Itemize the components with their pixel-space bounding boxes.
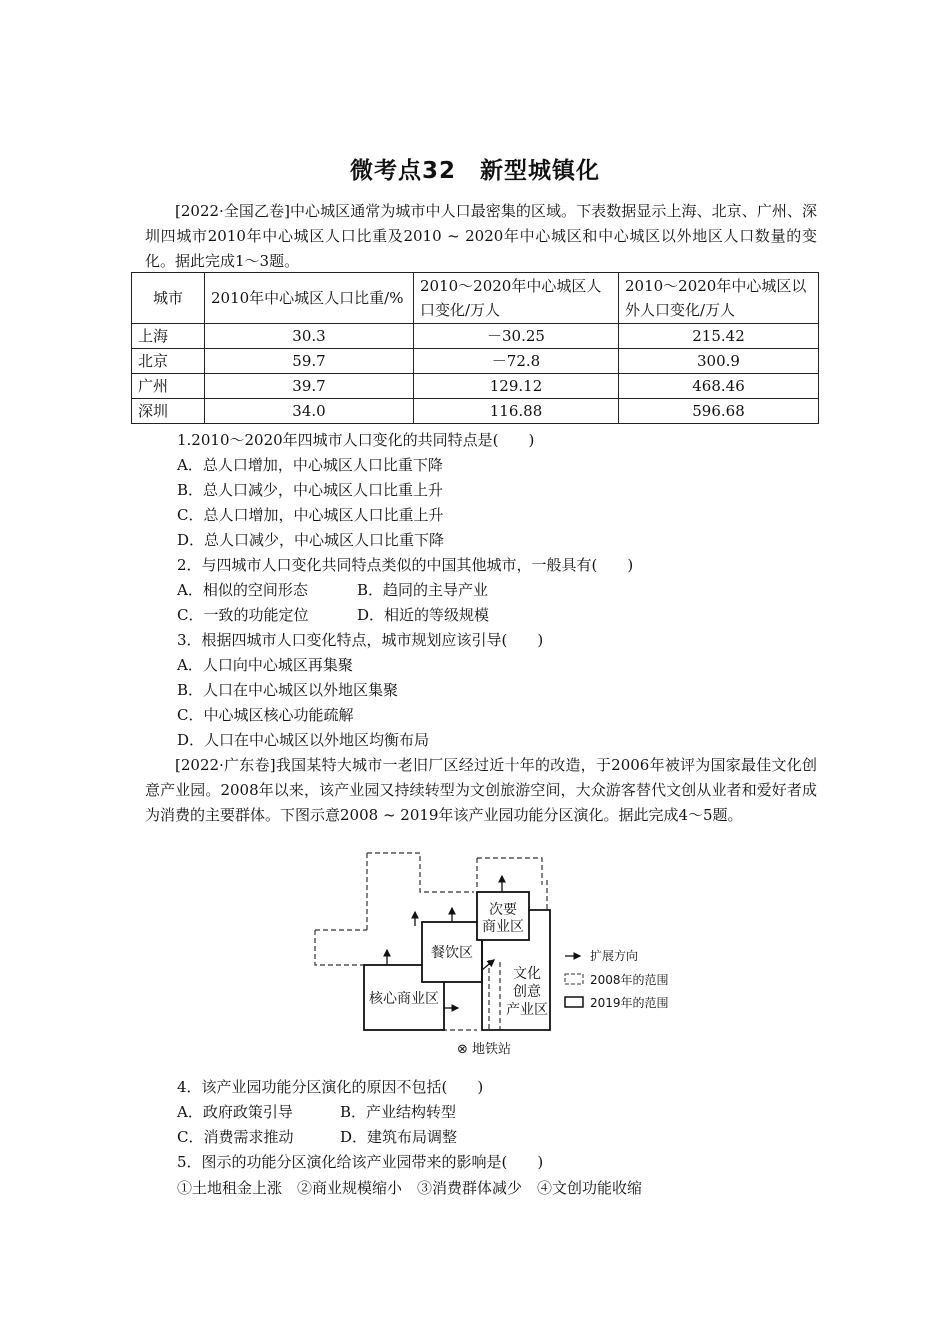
question-1-option-d: D．总人口减少，中心城区人口比重下降 (177, 531, 445, 549)
question-3-option-d: D．人口在中心城区以外地区均衡布局 (177, 731, 430, 749)
table-row (132, 374, 819, 399)
question-3-option-a: A．人口向中心城区再集聚 (177, 656, 353, 674)
zone-label-secondary: 商业区 (482, 919, 524, 935)
question-1-option-c: C．总人口增加，中心城区人口比重上升 (177, 506, 444, 524)
table-row (132, 324, 819, 349)
table-header-row (132, 273, 819, 324)
zone-label-dining: 餐饮区 (431, 945, 473, 961)
table-row (132, 349, 819, 374)
table-cell: 59.7 (205, 349, 414, 374)
table-cell: 北京 (132, 349, 205, 374)
zone-label-culture: 创意 (513, 984, 541, 1000)
question-1-option-b: B．总人口减少，中心城区人口比重上升 (177, 481, 444, 499)
table-cell: 129.12 (414, 374, 619, 399)
question-3-option-c: C．中心城区核心功能疏解 (177, 706, 354, 724)
question-2-option-b: B．趋同的主导产业 (357, 581, 489, 599)
table-cell: －72.8 (414, 349, 619, 374)
question-3-option-b: B．人口在中心城区以外地区集聚 (177, 681, 399, 699)
question-2-option-a: A．相似的空间形态 (177, 581, 308, 599)
table-cell: －30.25 (414, 324, 619, 349)
zone-label-secondary: 次要 (489, 902, 517, 918)
zone-label-culture: 文化 (513, 966, 541, 982)
table-cell: 上海 (132, 324, 205, 349)
question-2-options-ab (177, 578, 488, 603)
table-cell: 300.9 (619, 349, 819, 374)
table-row (132, 399, 819, 424)
question-1-option-a: A．总人口增加，中心城区人口比重下降 (177, 456, 443, 474)
table-cell: 深圳 (132, 399, 205, 424)
table-cell: 596.68 (619, 399, 819, 424)
table-cell: 30.3 (205, 324, 414, 349)
intro-paragraph-1: [2022·全国乙卷]中心城区通常为城市中人口最密集的区域。下表数据显示上海、北京、广州、深圳四城市2010年中心城区人口比重及2010 ~ 2020年中心城区和中心城区以外地区人口数量的变化。据此完成1～3题。 (145, 202, 817, 270)
population-table (131, 272, 819, 424)
table-header-cell: 2010～2020年中心城区以外人口变化/万人 (619, 273, 819, 324)
question-4-options-cd (177, 1125, 457, 1150)
table-header-cell: 城市 (132, 273, 205, 324)
table-cell: 广州 (132, 374, 205, 399)
metro-station-label: ⊗ 地铁站 (456, 1042, 512, 1057)
table-cell: 34.0 (205, 399, 414, 424)
question-2-option-c: C．一致的功能定位 (177, 606, 309, 624)
question-2-option-d: D．相近的等级规模 (357, 606, 490, 624)
table-cell: 116.88 (414, 399, 619, 424)
legend-2019-label: 2019年的范围 (590, 996, 669, 1010)
table-header-cell: 2010年中心城区人口比重/% (205, 273, 414, 324)
legend-2008-label: 2008年的范围 (590, 973, 669, 987)
question-4-option-c: C．消费需求推动 (177, 1128, 294, 1146)
table-cell: 39.7 (205, 374, 414, 399)
table-cell: 215.42 (619, 324, 819, 349)
question-2-options-cd (177, 603, 489, 628)
legend-solid-box-icon (565, 997, 583, 1007)
table-cell: 468.46 (619, 374, 819, 399)
question-5-items: ①土地租金上涨 ②商业规模缩小 ③消费群体减少 ④文创功能收缩 (177, 1179, 643, 1197)
question-4-options-ab (177, 1100, 456, 1125)
question-2-stem: 2．与四城市人口变化共同特点类似的中国其他城市，一般具有( ) (177, 556, 634, 574)
question-4-option-a: A．政府政策引导 (177, 1103, 293, 1121)
table-header-cell: 2010～2020年中心城区人口变化/万人 (414, 273, 619, 324)
legend-arrow-label: 扩展方向 (590, 949, 639, 963)
question-4-option-d: D．建筑布局调整 (340, 1128, 458, 1146)
question-4-stem: 4．该产业园功能分区演化的原因不包括( ) (177, 1078, 484, 1096)
question-1-stem: 1.2010～2020年四城市人口变化的共同特点是( ) (177, 431, 535, 449)
intro-paragraph-2: [2022·广东卷]我国某特大城市一老旧厂区经过近十年的改造，于2006年被评为国家最佳文化创意产业园。2008年以来，该产业园又持续转型为文创旅游空间，大众游客替代文创从业者和爱好者成为消费的主要群体。下图示意2008 ~ 2019年该产业园功能分区演化。据此完成4～5题。 (145, 756, 817, 824)
page-title: 微考点32 新型城镇化 (349, 158, 600, 184)
zone-label-culture: 产业区 (506, 1002, 548, 1018)
question-4-option-b: B．产业结构转型 (340, 1103, 457, 1121)
question-5-stem: 5．图示的功能分区演化给该产业园带来的影响是( ) (177, 1153, 544, 1171)
function-zone-diagram (312, 850, 672, 1060)
zone-label-core: 核心商业区 (369, 991, 439, 1007)
question-3-stem: 3．根据四城市人口变化特点，城市规划应该引导( ) (177, 631, 544, 649)
legend-dashed-box-icon (565, 974, 583, 984)
diagram-legend (565, 948, 669, 1010)
